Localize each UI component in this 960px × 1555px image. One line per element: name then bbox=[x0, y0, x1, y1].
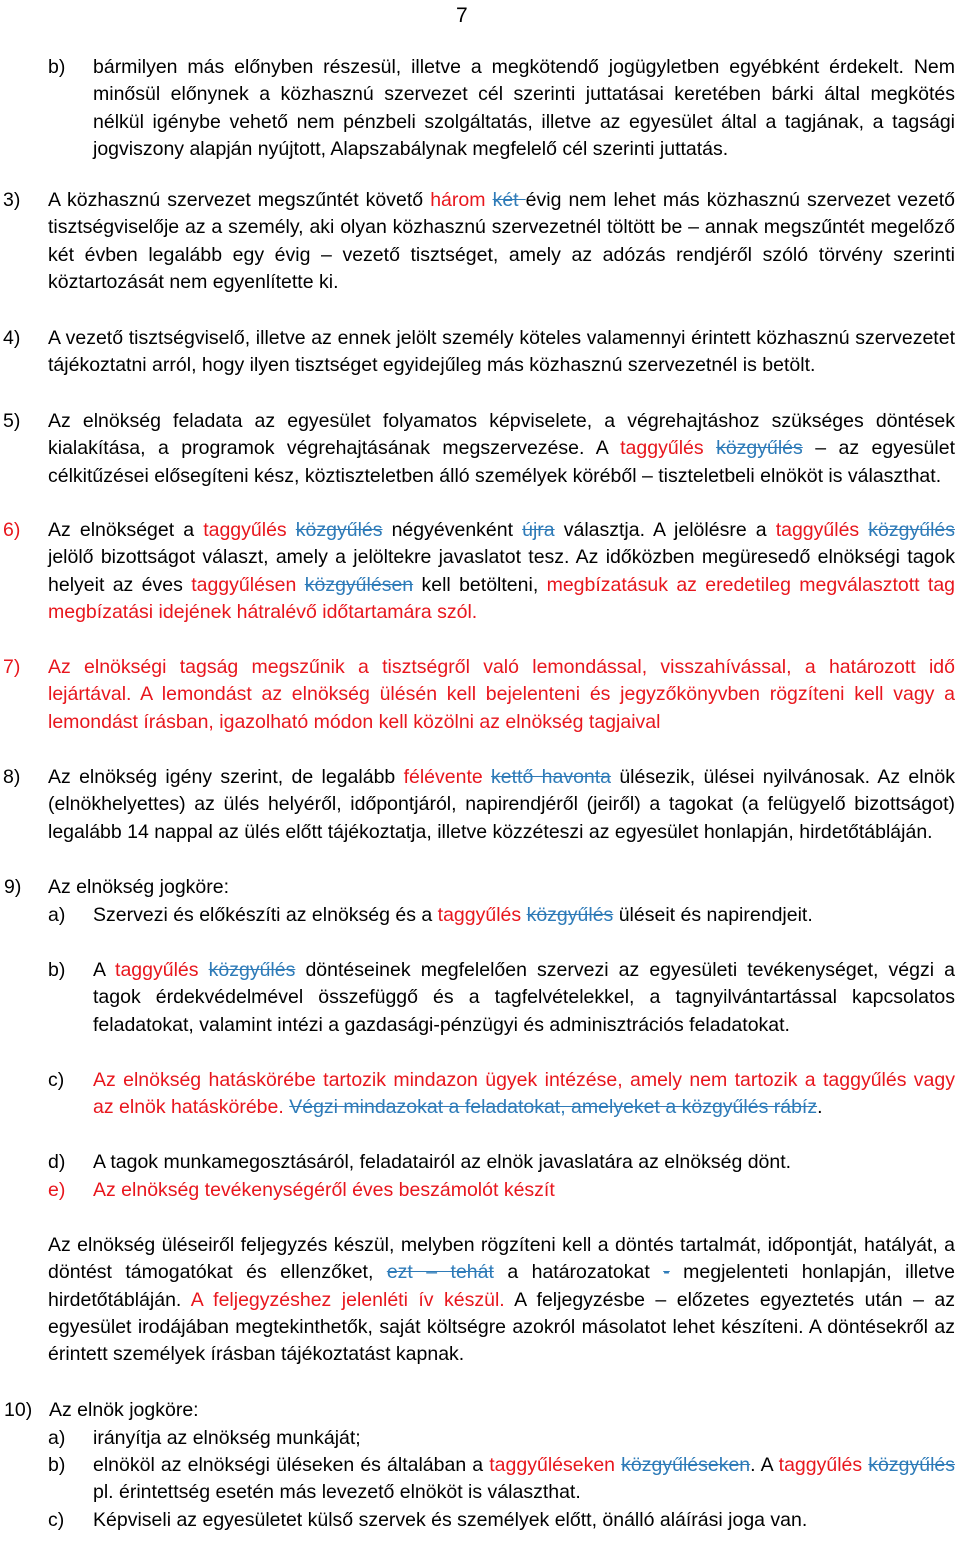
text-run: Az elnökség feladata az egyesület folyamatos képviselete, a végrehajtáshoz szükséges döntések kialakítása, a programok végrehajtásának megszervezése. A bbox=[48, 410, 955, 460]
paragraph-p10a bbox=[48, 1425, 955, 1452]
text-run: . bbox=[817, 1096, 823, 1119]
text-run: üléseit és napirendjeit. bbox=[613, 904, 813, 926]
paragraph-p9 bbox=[4, 874, 904, 901]
inserted-text: taggyűlésen bbox=[191, 573, 297, 596]
deleted-text: közgyűlés bbox=[868, 1454, 955, 1476]
paragraph-p5 bbox=[3, 408, 955, 490]
text-run: – az egyesület célkitűzései elősegíteni kész, köztiszteletben álló személyek köréből – tiszteletbeli elnököt is választhat. bbox=[48, 437, 955, 487]
inserted-text: Az elnökség tevékenységéről éves beszámolót készít bbox=[93, 1179, 555, 1201]
deleted-text: közgyűlés bbox=[716, 437, 803, 460]
paragraph-p6 bbox=[3, 517, 956, 626]
deleted-text: közgyűlésen bbox=[304, 573, 414, 596]
text-run bbox=[199, 959, 209, 981]
list-marker: c) bbox=[48, 1509, 65, 1531]
list-marker: c) bbox=[48, 1069, 65, 1091]
inserted-text: három bbox=[430, 189, 486, 211]
text-run bbox=[859, 519, 868, 541]
inserted-text: taggyűlés bbox=[620, 437, 704, 460]
text-run: választja. A jelölésre a bbox=[554, 519, 776, 541]
list-marker: 9) bbox=[4, 876, 22, 898]
list-marker: b) bbox=[48, 56, 66, 78]
text-run: bármilyen más előnyben részesül, illetve a megkötendő jogügyletben egyébként érdekelt. Nem minősül előnynek a közhasznú szervezet cél szerinti juttatásai keretében bárki által megkötés nélkül igénybe vehető nem pénzbeli szolgáltatás, illetve az egyesület által a tagjának, a tagsági jogviszony alapján nyújtott, Alapszabálynak megfelelő cél szerinti juttatás. bbox=[93, 56, 955, 160]
inserted-text: taggyűlés bbox=[115, 959, 199, 981]
paragraph-p9a bbox=[48, 902, 955, 929]
paragraph-p10c bbox=[48, 1507, 955, 1534]
text-run: pl. érintettség esetén más levezető elnököt is választhat. bbox=[93, 1481, 581, 1504]
page-number: 7 bbox=[456, 4, 468, 27]
text-run bbox=[296, 574, 304, 596]
text-run: négyévenként bbox=[382, 519, 523, 541]
list-marker: d) bbox=[48, 1151, 66, 1173]
list-marker: 6) bbox=[3, 519, 21, 541]
paragraph-p10b bbox=[48, 1452, 955, 1507]
text-run: kell betölteni, bbox=[413, 573, 547, 596]
inserted-text: félévente bbox=[403, 766, 483, 788]
list-marker: a) bbox=[48, 904, 66, 926]
paragraph-p8 bbox=[3, 764, 956, 846]
inserted-text: megbízatásuk az eredetileg megválasztott tag megbízatási idejének hátralévő időtartamára szól. bbox=[48, 573, 956, 623]
text-run: . A bbox=[750, 1454, 779, 1476]
text-run bbox=[483, 766, 491, 788]
paragraph-pmin bbox=[48, 1232, 955, 1368]
inserted-text: taggyűléseken bbox=[489, 1454, 616, 1476]
text-run bbox=[485, 189, 492, 211]
text-run: ülésezik, ülései nyilvánosak. Az elnök (elnökhelyettes) az ülés helyéről, időpontjáról, napirendjéről (jeiről) a tagokat (a felügyelő bizottságot) legalább 14 nappal az ülés előtt tájékoztatja, illetve közzéteszi az egyesület honlapján, hirdetőtábláján. bbox=[48, 766, 956, 843]
inserted-text: taggyűlés bbox=[203, 519, 287, 541]
list-marker: b) bbox=[48, 959, 66, 981]
text-run: Az elnökség igény szerint, de legalább bbox=[48, 766, 404, 788]
text-run: A közhasznú szervezet megszűntét követő bbox=[48, 189, 431, 211]
inserted-text: Az elnökségi tagság megszűnik a tisztségről való lemondással, visszahívással, a határozott idő lejártával. A lemondást az elnökség ülésén kell bejelenteni és jegyzőkönyvben rögzíteni kell vagy a lemondást írásban, igazolható módon kell közölni az elnökség tagjaival bbox=[48, 656, 955, 733]
deleted-text: újra bbox=[522, 519, 555, 541]
paragraph-p3 bbox=[3, 187, 956, 296]
inserted-text: taggyűlés bbox=[778, 1454, 863, 1476]
text-run: döntéseinek megfelelően szervezi az egyesületi tevékenységet, végzi a tagok érdekvédelmével összefüggő és a tagfelvételekkel, a tagnyilvántartással kapcsolatos feladatokat, valamint intézi a gazdasági-pénzügyi és adminisztrációs feladatokat. bbox=[93, 959, 955, 1036]
inserted-text: taggyűlés bbox=[775, 519, 860, 541]
list-marker: 4) bbox=[3, 327, 21, 349]
deleted-text: közgyűléseken bbox=[621, 1454, 751, 1476]
text-run: irányítja az elnökség munkáját; bbox=[93, 1427, 361, 1449]
paragraph-b-ext bbox=[48, 54, 955, 163]
list-marker: e) bbox=[48, 1179, 66, 1201]
inserted-text: taggyűlés bbox=[437, 904, 522, 926]
paragraph-p4 bbox=[3, 325, 955, 380]
paragraph-p9b bbox=[48, 957, 955, 1039]
deleted-text: kettő havonta bbox=[491, 766, 612, 788]
list-marker: b) bbox=[48, 1454, 66, 1476]
text-run: Képviseli az egyesületet külső szervek és személyek előtt, önálló aláírási joga van. bbox=[93, 1509, 808, 1531]
deleted-text: közgyűlés bbox=[526, 904, 614, 926]
text-run: A feljegyzésbe – előzetes egyeztetés után – az egyesület irodájában megtekinthetők, saját költségre azokról másolatot lehet készíteni. A döntésekről az érintett személyek írásban tájékoztatást kapnak. bbox=[48, 1288, 955, 1366]
list-marker: 8) bbox=[3, 766, 21, 788]
text-run: Az elnökség jogköre: bbox=[48, 876, 230, 898]
deleted-text: közgyűlés bbox=[295, 519, 383, 541]
paragraph-p7 bbox=[3, 654, 955, 736]
deleted-text: ezt – tehát bbox=[386, 1261, 494, 1284]
list-marker: 5) bbox=[3, 410, 21, 432]
deleted-text: közgyűlés bbox=[208, 959, 296, 981]
text-run: Szervezi és előkészíti az elnökség és a bbox=[93, 904, 438, 926]
list-marker: 7) bbox=[3, 656, 21, 678]
deleted-text: Végzi mindazokat a feladatokat, amelyeket a közgyűlés rábíz bbox=[289, 1096, 818, 1119]
text-run: jelölő bizottságot választ, amely a jelöltekre javaslatot tesz. Az időközben megüresedő elnökségi tagok helyeit az éves bbox=[48, 546, 955, 596]
deleted-text: közgyűlés bbox=[868, 519, 955, 541]
text-run bbox=[287, 519, 296, 541]
text-run bbox=[704, 437, 716, 459]
inserted-text: Az elnökség hatáskörébe tartozik mindazon ügyek intézése, amely nem tartozik a taggyűlés vagy az elnök hatáskörébe. bbox=[93, 1069, 955, 1119]
text-run: a határozatokat bbox=[493, 1261, 664, 1284]
paragraph-p9e bbox=[48, 1177, 955, 1204]
text-run: megjelenteti honlapján, illetve hirdetőtábláján. bbox=[48, 1261, 955, 1311]
text-run: A tagok munkamegosztásáról, feladatairól az elnök javaslatára az elnökség dönt. bbox=[93, 1151, 792, 1173]
list-marker: 3) bbox=[3, 189, 21, 211]
text-run: Az elnökséget a bbox=[48, 519, 204, 541]
list-marker: a) bbox=[48, 1427, 66, 1449]
text-run: A bbox=[93, 959, 116, 981]
deleted-text: két bbox=[492, 189, 526, 211]
text-run: A vezető tisztségviselő, illetve az ennek jelölt személy köteles valamennyi érintett közhasznú szervezetet tájékoztatni arról, hogy ilyen tisztséget egyidejűleg más közhasznú szervezetnél is betölt. bbox=[48, 327, 955, 377]
deleted-text: - bbox=[663, 1261, 670, 1284]
text-run: Az elnökség üléseiről feljegyzés készül, melyben rögzíteni kell a döntés tartalmát, időpontját, hatályát, a döntést támogatókat és ellenzőket, bbox=[48, 1234, 955, 1284]
list-marker: 10) bbox=[4, 1399, 33, 1421]
paragraph-p9d bbox=[48, 1149, 955, 1176]
inserted-text: A feljegyzéshez jelenléti ív készül. bbox=[190, 1288, 505, 1311]
text-run: Az elnök jogköre: bbox=[49, 1399, 199, 1421]
text-run: elnököl az elnökségi üléseken és általában a bbox=[93, 1454, 490, 1476]
paragraph-p9c bbox=[48, 1067, 955, 1122]
paragraph-p10 bbox=[4, 1397, 904, 1424]
text-run: évig nem lehet más közhasznú szervezet vezető tisztségviselője az a személy, aki olyan közhasznú szervezetnél töltött be – annak megszűntét megelőző két évben legalább egy évig – vezető tisztséget, amely az adózás rendjéről szóló törvény szerinti köztartozását nem egyenlítette ki. bbox=[48, 189, 956, 293]
